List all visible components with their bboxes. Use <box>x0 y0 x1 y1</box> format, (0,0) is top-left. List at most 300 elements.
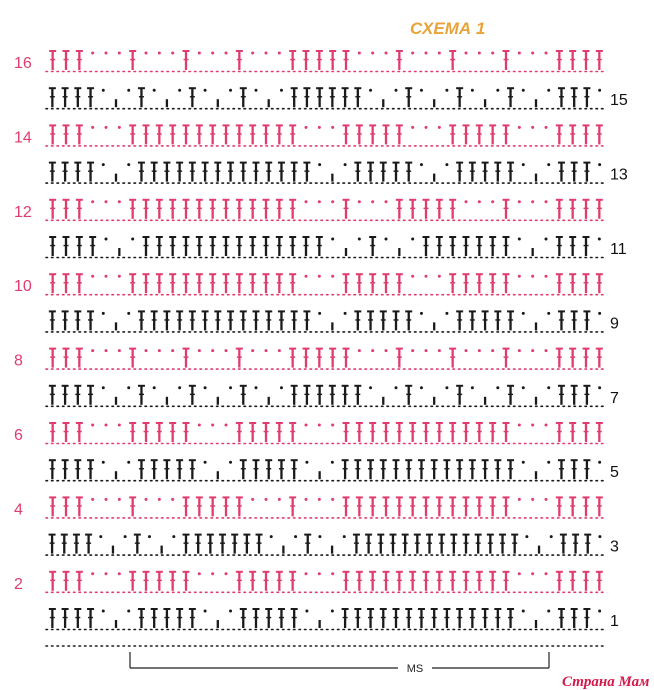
treble-stitch <box>405 460 412 479</box>
treble-stitch <box>49 497 56 516</box>
treble-stitch <box>571 386 578 405</box>
treble-stitch <box>76 125 83 144</box>
treble-stitch <box>405 386 412 405</box>
chain-dot <box>420 89 423 92</box>
treble-stitch <box>443 460 450 479</box>
treble-stitch <box>183 125 190 144</box>
treble-stitch <box>596 51 603 70</box>
treble-stitch <box>49 535 56 554</box>
row-number: 4 <box>14 501 23 519</box>
treble-stitch <box>291 163 298 182</box>
treble-stitch <box>426 535 433 554</box>
row-number: 11 <box>610 241 627 258</box>
chain-dot <box>371 349 374 352</box>
treble-stitch <box>487 535 494 554</box>
treble-stitch <box>469 609 476 628</box>
treble-stitch <box>369 423 376 442</box>
treble-stitch <box>253 163 260 182</box>
chain-dot <box>127 610 130 613</box>
treble-stitch <box>236 51 243 70</box>
treble-stitch <box>276 125 283 144</box>
treble-stitch <box>369 125 376 144</box>
chain-dot <box>265 349 268 352</box>
treble-stitch <box>583 237 590 256</box>
treble-stitch <box>558 609 565 628</box>
treble-stitch <box>583 163 590 182</box>
chain-dot <box>385 238 388 241</box>
treble-stitch <box>156 274 163 293</box>
treble-stitch <box>214 311 221 330</box>
treble-stitch <box>507 88 514 107</box>
treble-stitch <box>583 460 590 479</box>
row-2 <box>46 572 606 593</box>
treble-stitch <box>169 572 176 591</box>
treble-stitch <box>129 125 136 144</box>
treble-stitch <box>249 125 256 144</box>
treble-stitch <box>482 460 489 479</box>
treble-stitch <box>383 423 390 442</box>
chain-dot <box>105 424 108 427</box>
treble-stitch <box>236 423 243 442</box>
chain-dot <box>127 386 130 389</box>
chain-dot <box>91 275 94 278</box>
treble-stitch <box>342 460 349 479</box>
treble-stitch <box>369 274 376 293</box>
treble-stitch <box>383 572 390 591</box>
chain-dot <box>153 386 156 389</box>
treble-stitch <box>507 460 514 479</box>
treble-stitch <box>365 535 372 554</box>
chain-dot <box>225 572 228 575</box>
treble-stitch <box>456 88 463 107</box>
treble-stitch <box>176 609 183 628</box>
chain-dot <box>331 572 334 575</box>
treble-stitch <box>396 349 403 368</box>
chain-dot <box>522 461 525 464</box>
treble-stitch <box>189 460 196 479</box>
treble-stitch <box>183 51 190 70</box>
treble-stitch <box>63 349 70 368</box>
row-11 <box>46 237 606 258</box>
treble-stitch <box>291 88 298 107</box>
chain-dot <box>153 89 156 92</box>
treble-stitch <box>456 163 463 182</box>
treble-stitch <box>183 572 190 591</box>
chain-dot <box>331 498 334 501</box>
treble-stitch <box>329 88 336 107</box>
chart-title: СХЕМА 1 <box>410 19 486 38</box>
chain-dot <box>425 349 428 352</box>
chain-dot <box>198 349 201 352</box>
treble-stitch <box>329 51 336 70</box>
treble-stitch <box>289 237 296 256</box>
chain-dot <box>331 610 334 613</box>
treble-stitch <box>476 237 483 256</box>
chain-dot <box>251 498 254 501</box>
treble-stitch <box>263 237 270 256</box>
chain-dot <box>518 572 521 575</box>
treble-stitch <box>383 497 390 516</box>
treble-stitch <box>63 572 70 591</box>
treble-stitch <box>87 609 94 628</box>
treble-stitch <box>291 311 298 330</box>
row-number: 8 <box>14 352 23 370</box>
chain-dot <box>91 424 94 427</box>
treble-stitch <box>556 125 563 144</box>
row-5 <box>46 460 606 481</box>
chain-dot <box>211 349 214 352</box>
treble-stitch <box>571 609 578 628</box>
treble-stitch <box>393 460 400 479</box>
treble-stitch <box>482 609 489 628</box>
treble-stitch <box>183 423 190 442</box>
treble-stitch <box>583 572 590 591</box>
chain-dot <box>344 312 347 315</box>
treble-stitch <box>196 237 203 256</box>
treble-stitch <box>507 609 514 628</box>
chain-dot <box>518 238 521 241</box>
chain-dot <box>102 461 105 464</box>
treble-stitch <box>436 497 443 516</box>
chain-dot <box>91 126 94 129</box>
treble-stitch <box>87 460 94 479</box>
chain-dot <box>438 52 441 55</box>
chain-dot <box>305 200 308 203</box>
treble-stitch <box>223 200 230 219</box>
row-number: 7 <box>610 389 619 407</box>
row-9 <box>46 311 606 332</box>
treble-stitch <box>236 572 243 591</box>
chain-dot <box>178 89 181 92</box>
chain-dot <box>438 275 441 278</box>
chain-dot <box>371 200 374 203</box>
treble-stitch <box>156 125 163 144</box>
chain-dot <box>158 498 161 501</box>
treble-stitch <box>503 51 510 70</box>
treble-stitch <box>289 51 296 70</box>
chain-dot <box>118 424 121 427</box>
treble-stitch <box>138 609 145 628</box>
treble-stitch <box>316 349 323 368</box>
treble-stitch <box>489 237 496 256</box>
row-number: 10 <box>14 278 32 296</box>
treble-stitch <box>393 609 400 628</box>
treble-stitch <box>476 572 483 591</box>
chain-dot <box>438 126 441 129</box>
chain-dot <box>471 89 474 92</box>
treble-stitch <box>63 237 70 256</box>
treble-stitch <box>572 535 579 554</box>
treble-stitch <box>556 572 563 591</box>
treble-stitch <box>73 535 80 554</box>
treble-stitch <box>583 274 590 293</box>
treble-stitch <box>571 460 578 479</box>
treble-stitch <box>476 125 483 144</box>
treble-stitch <box>367 460 374 479</box>
treble-stitch <box>476 423 483 442</box>
treble-stitch <box>63 51 70 70</box>
treble-stitch <box>74 386 81 405</box>
treble-stitch <box>231 535 238 554</box>
chain-dot <box>545 238 548 241</box>
treble-stitch <box>304 535 311 554</box>
chain-dot <box>385 349 388 352</box>
chain-dot <box>395 386 398 389</box>
treble-stitch <box>76 349 83 368</box>
treble-stitch <box>289 349 296 368</box>
chain-dot <box>331 200 334 203</box>
treble-stitch <box>89 237 96 256</box>
treble-stitch <box>236 497 243 516</box>
chain-dot <box>491 200 494 203</box>
treble-stitch <box>63 497 70 516</box>
row-number: 5 <box>610 464 619 482</box>
chain-dot <box>148 535 151 538</box>
row-3 <box>46 535 606 556</box>
treble-stitch <box>63 200 70 219</box>
chain-dot <box>369 386 372 389</box>
chain-dot <box>425 126 428 129</box>
treble-stitch <box>278 460 285 479</box>
treble-stitch <box>380 460 387 479</box>
treble-stitch <box>569 237 576 256</box>
treble-stitch <box>449 497 456 516</box>
treble-stitch <box>449 237 456 256</box>
chain-dot <box>105 52 108 55</box>
treble-stitch <box>303 51 310 70</box>
chain-dot <box>598 386 601 389</box>
treble-stitch <box>49 386 56 405</box>
chain-dot <box>496 89 499 92</box>
treble-stitch <box>494 163 501 182</box>
treble-stitch <box>396 572 403 591</box>
treble-stitch <box>189 609 196 628</box>
row-16 <box>46 51 606 72</box>
treble-stitch <box>409 497 416 516</box>
treble-stitch <box>227 163 234 182</box>
chain-dot <box>178 386 181 389</box>
chain-dot <box>445 89 448 92</box>
treble-stitch <box>240 88 247 107</box>
treble-stitch <box>303 237 310 256</box>
treble-stitch <box>383 125 390 144</box>
treble-stitch <box>129 423 136 442</box>
treble-stitch <box>343 51 350 70</box>
treble-stitch <box>169 274 176 293</box>
treble-stitch <box>342 386 349 405</box>
chain-dot <box>331 461 334 464</box>
chain-dot <box>118 200 121 203</box>
row-6 <box>46 423 606 444</box>
treble-stitch <box>265 460 272 479</box>
row-number: 14 <box>14 129 32 147</box>
treble-stitch <box>489 125 496 144</box>
row-8 <box>46 349 606 370</box>
chain-dot <box>445 312 448 315</box>
treble-stitch <box>456 311 463 330</box>
treble-stitch <box>558 88 565 107</box>
treble-stitch <box>583 311 590 330</box>
treble-stitch <box>49 125 56 144</box>
chain-dot <box>598 312 601 315</box>
chain-dot <box>598 610 601 613</box>
chain-dot <box>265 498 268 501</box>
treble-stitch <box>569 572 576 591</box>
treble-stitch <box>183 349 190 368</box>
treble-stitch <box>343 572 350 591</box>
chain-dot <box>102 386 105 389</box>
treble-stitch <box>138 311 145 330</box>
treble-stitch <box>443 609 450 628</box>
treble-stitch <box>343 497 350 516</box>
treble-stitch <box>227 311 234 330</box>
chain-dot <box>318 275 321 278</box>
treble-stitch <box>143 125 150 144</box>
treble-stitch <box>343 200 350 219</box>
treble-stitch <box>316 237 323 256</box>
treble-stitch <box>476 497 483 516</box>
treble-stitch <box>569 274 576 293</box>
row-number: 12 <box>14 203 32 221</box>
chain-dot <box>598 535 601 538</box>
treble-stitch <box>183 274 190 293</box>
treble-stitch <box>63 423 70 442</box>
treble-stitch <box>423 237 430 256</box>
treble-stitch <box>276 237 283 256</box>
chain-dot <box>465 349 468 352</box>
treble-stitch <box>253 311 260 330</box>
treble-stitch <box>129 51 136 70</box>
chain-dot <box>331 424 334 427</box>
chain-dot <box>522 89 525 92</box>
treble-stitch <box>223 274 230 293</box>
treble-stitch <box>356 125 363 144</box>
treble-stitch <box>143 200 150 219</box>
treble-stitch <box>503 349 510 368</box>
treble-stitch <box>49 237 56 256</box>
chain-dot <box>420 312 423 315</box>
chain-dot <box>531 275 534 278</box>
treble-stitch <box>489 423 496 442</box>
treble-stitch <box>49 200 56 219</box>
chain-dot <box>91 498 94 501</box>
treble-stitch <box>169 125 176 144</box>
chain-dot <box>545 349 548 352</box>
row-15 <box>46 88 606 109</box>
treble-stitch <box>62 311 69 330</box>
treble-stitch <box>449 572 456 591</box>
chain-dot <box>547 89 550 92</box>
chain-dot <box>305 461 308 464</box>
treble-stitch <box>240 460 247 479</box>
treble-stitch <box>163 609 170 628</box>
chain-dot <box>478 52 481 55</box>
treble-stitch <box>436 572 443 591</box>
chain-dot <box>211 572 214 575</box>
treble-stitch <box>354 311 361 330</box>
chain-dot <box>531 498 534 501</box>
chain-dot <box>91 200 94 203</box>
repeat-label: MS <box>406 663 424 675</box>
chain-dot <box>465 200 468 203</box>
chain-dot <box>265 52 268 55</box>
treble-stitch <box>449 423 456 442</box>
treble-stitch <box>243 535 250 554</box>
treble-stitch <box>49 609 56 628</box>
treble-stitch <box>49 423 56 442</box>
treble-stitch <box>436 423 443 442</box>
treble-stitch <box>196 497 203 516</box>
chain-dot <box>225 424 228 427</box>
chain-dot <box>198 572 201 575</box>
treble-stitch <box>503 423 510 442</box>
chain-dot <box>547 461 550 464</box>
treble-stitch <box>87 163 94 182</box>
chain-dot <box>318 498 321 501</box>
chain-dot <box>102 610 105 613</box>
treble-stitch <box>405 88 412 107</box>
treble-stitch <box>87 386 94 405</box>
chain-dot <box>478 349 481 352</box>
chain-dot <box>127 312 130 315</box>
chain-dot <box>145 498 148 501</box>
treble-stitch <box>129 200 136 219</box>
treble-stitch <box>49 349 56 368</box>
chain-dot <box>229 461 232 464</box>
treble-stitch <box>49 460 56 479</box>
treble-stitch <box>236 125 243 144</box>
treble-stitch <box>316 386 323 405</box>
treble-stitch <box>583 386 590 405</box>
chain-dot <box>522 312 525 315</box>
treble-stitch <box>289 423 296 442</box>
treble-stitch <box>138 460 145 479</box>
chain-dot <box>105 498 108 501</box>
chain-dot <box>445 386 448 389</box>
chain-dot <box>255 386 258 389</box>
treble-stitch <box>583 200 590 219</box>
chain-dot <box>369 89 372 92</box>
chain-dot <box>358 238 361 241</box>
treble-stitch <box>240 386 247 405</box>
chain-dot <box>545 498 548 501</box>
treble-stitch <box>263 274 270 293</box>
treble-stitch <box>183 200 190 219</box>
treble-stitch <box>489 274 496 293</box>
treble-stitch <box>143 237 150 256</box>
chain-dot <box>118 52 121 55</box>
treble-stitch <box>583 423 590 442</box>
treble-stitch <box>219 535 226 554</box>
treble-stitch <box>249 237 256 256</box>
treble-stitch <box>356 423 363 442</box>
treble-stitch <box>196 274 203 293</box>
treble-stitch <box>482 163 489 182</box>
treble-stitch <box>265 609 272 628</box>
treble-stitch <box>456 609 463 628</box>
treble-stitch <box>74 460 81 479</box>
treble-stitch <box>405 609 412 628</box>
chain-dot <box>438 349 441 352</box>
treble-stitch <box>431 609 438 628</box>
chain-dot <box>278 349 281 352</box>
treble-stitch <box>343 349 350 368</box>
treble-stitch <box>151 460 158 479</box>
chain-dot <box>425 275 428 278</box>
treble-stitch <box>418 460 425 479</box>
treble-stitch <box>596 349 603 368</box>
row-number: 9 <box>610 315 619 333</box>
